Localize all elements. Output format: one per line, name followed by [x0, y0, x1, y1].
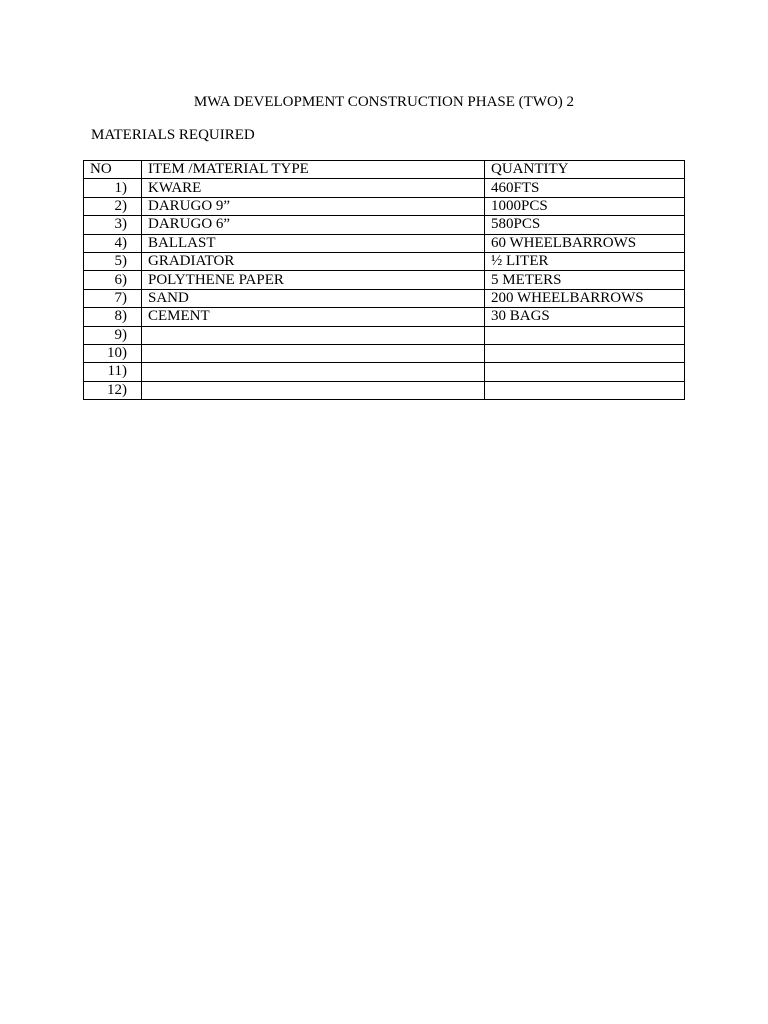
row-item: GRADIATOR	[142, 252, 485, 270]
row-quantity: 200 WHEELBARROWS	[485, 289, 685, 307]
table-row	[84, 179, 685, 197]
row-item	[142, 363, 485, 381]
row-number: 5)	[84, 252, 142, 270]
table-row	[84, 289, 685, 307]
table-row	[84, 197, 685, 215]
row-quantity	[485, 326, 685, 344]
row-number: 2)	[84, 197, 142, 215]
table-row	[84, 271, 685, 289]
row-item: SAND	[142, 289, 485, 307]
table-row	[84, 363, 685, 381]
row-number: 3)	[84, 216, 142, 234]
row-quantity: 580PCS	[485, 216, 685, 234]
row-number: 8)	[84, 308, 142, 326]
row-number: 11)	[84, 363, 142, 381]
row-quantity: 1000PCS	[485, 197, 685, 215]
table-row	[84, 234, 685, 252]
row-quantity: 60 WHEELBARROWS	[485, 234, 685, 252]
table-row	[84, 252, 685, 270]
section-heading: MATERIALS REQUIRED	[91, 127, 255, 143]
row-quantity: 460FTS	[485, 179, 685, 197]
row-number: 1)	[84, 179, 142, 197]
materials-table-body	[84, 161, 685, 400]
header-item-material-type: ITEM /MATERIAL TYPE	[142, 161, 485, 179]
header-no: NO	[84, 161, 142, 179]
table-header-row	[84, 161, 685, 179]
row-quantity	[485, 344, 685, 362]
row-item: DARUGO 9”	[142, 197, 485, 215]
row-quantity	[485, 381, 685, 399]
row-quantity	[485, 363, 685, 381]
row-item: BALLAST	[142, 234, 485, 252]
row-number: 7)	[84, 289, 142, 307]
row-item	[142, 344, 485, 362]
row-number: 6)	[84, 271, 142, 289]
row-item: KWARE	[142, 179, 485, 197]
row-quantity: 5 METERS	[485, 271, 685, 289]
document-title: MWA DEVELOPMENT CONSTRUCTION PHASE (TWO) 2	[193, 94, 575, 110]
table-row	[84, 344, 685, 362]
row-item	[142, 326, 485, 344]
table-row	[84, 326, 685, 344]
row-number: 4)	[84, 234, 142, 252]
table-row	[84, 308, 685, 326]
row-number: 9)	[84, 326, 142, 344]
table-row	[84, 216, 685, 234]
row-item: CEMENT	[142, 308, 485, 326]
row-quantity: ½ LITER	[485, 252, 685, 270]
row-number: 10)	[84, 344, 142, 362]
row-quantity: 30 BAGS	[485, 308, 685, 326]
materials-table	[83, 160, 685, 400]
row-item: POLYTHENE PAPER	[142, 271, 485, 289]
row-item	[142, 381, 485, 399]
header-quantity: QUANTITY	[485, 161, 685, 179]
row-item: DARUGO 6”	[142, 216, 485, 234]
row-number: 12)	[84, 381, 142, 399]
table-row	[84, 381, 685, 399]
